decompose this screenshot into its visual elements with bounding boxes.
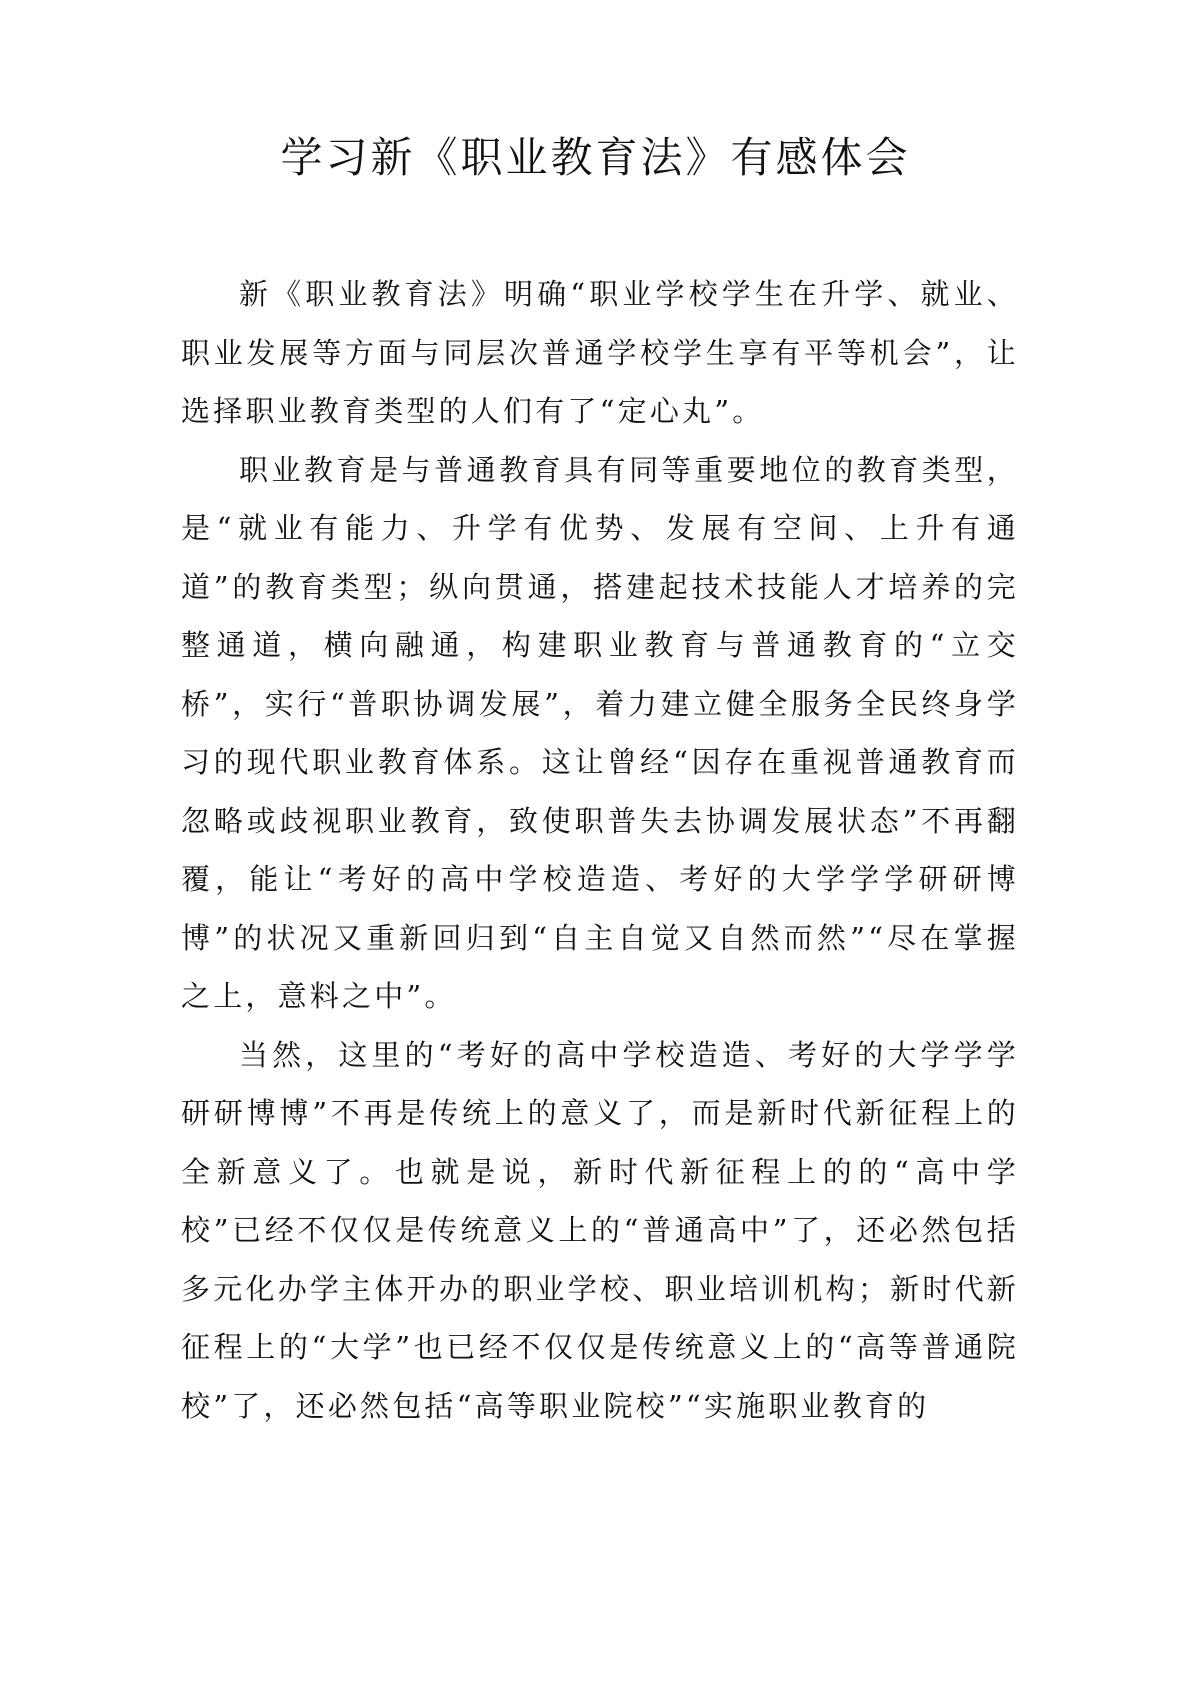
paragraph: 当然，这里的“考好的高中学校造造、考好的大学学学研研博博”不再是传统上的意义了，而是新时代新征程上的全新意义了。也就是说，新时代新征程上的的“高中学校”已经不仅仅是传统意义上的“普通高中”了，还必然包括多元化办学主体开办的职业学校、职业培训机构；新时代新征程上的“大学”也已经不仅仅是传统意义上的“高等普通院校”了，还必然包括“高等职业院校”“实施职业教育的	[181, 1037, 1019, 1423]
document-body	[181, 265, 1019, 1435]
paragraph: 新《职业教育法》明确“职业学校学生在升学、就业、职业发展等方面与同层次普通学校学生享有平等机会”，让选择职业教育类型的人们有了“定心丸”。	[181, 277, 1019, 428]
document-title: 学习新《职业教育法》有感体会	[280, 133, 911, 182]
paragraph: 职业教育是与普通教育具有同等重要地位的教育类型，是“就业有能力、升学有优势、发展有空间、上升有通道”的教育类型；纵向贯通，搭建起技术技能人才培养的完整通道，横向融通，构建职业教育与普通教育的“立交桥”，实行“普职协调发展”，着力建立健全服务全民终身学习的现代职业教育体系。这让曾经“因存在重视普通教育而忽略或歧视职业教育，致使职普失去协调发展状态”不再翻覆，能让“考好的高中学校造造、考好的大学学学研研博博”的状况又重新回归到“自主自觉又自然而然”“尽在掌握之上，意料之中”。	[181, 452, 1019, 1013]
